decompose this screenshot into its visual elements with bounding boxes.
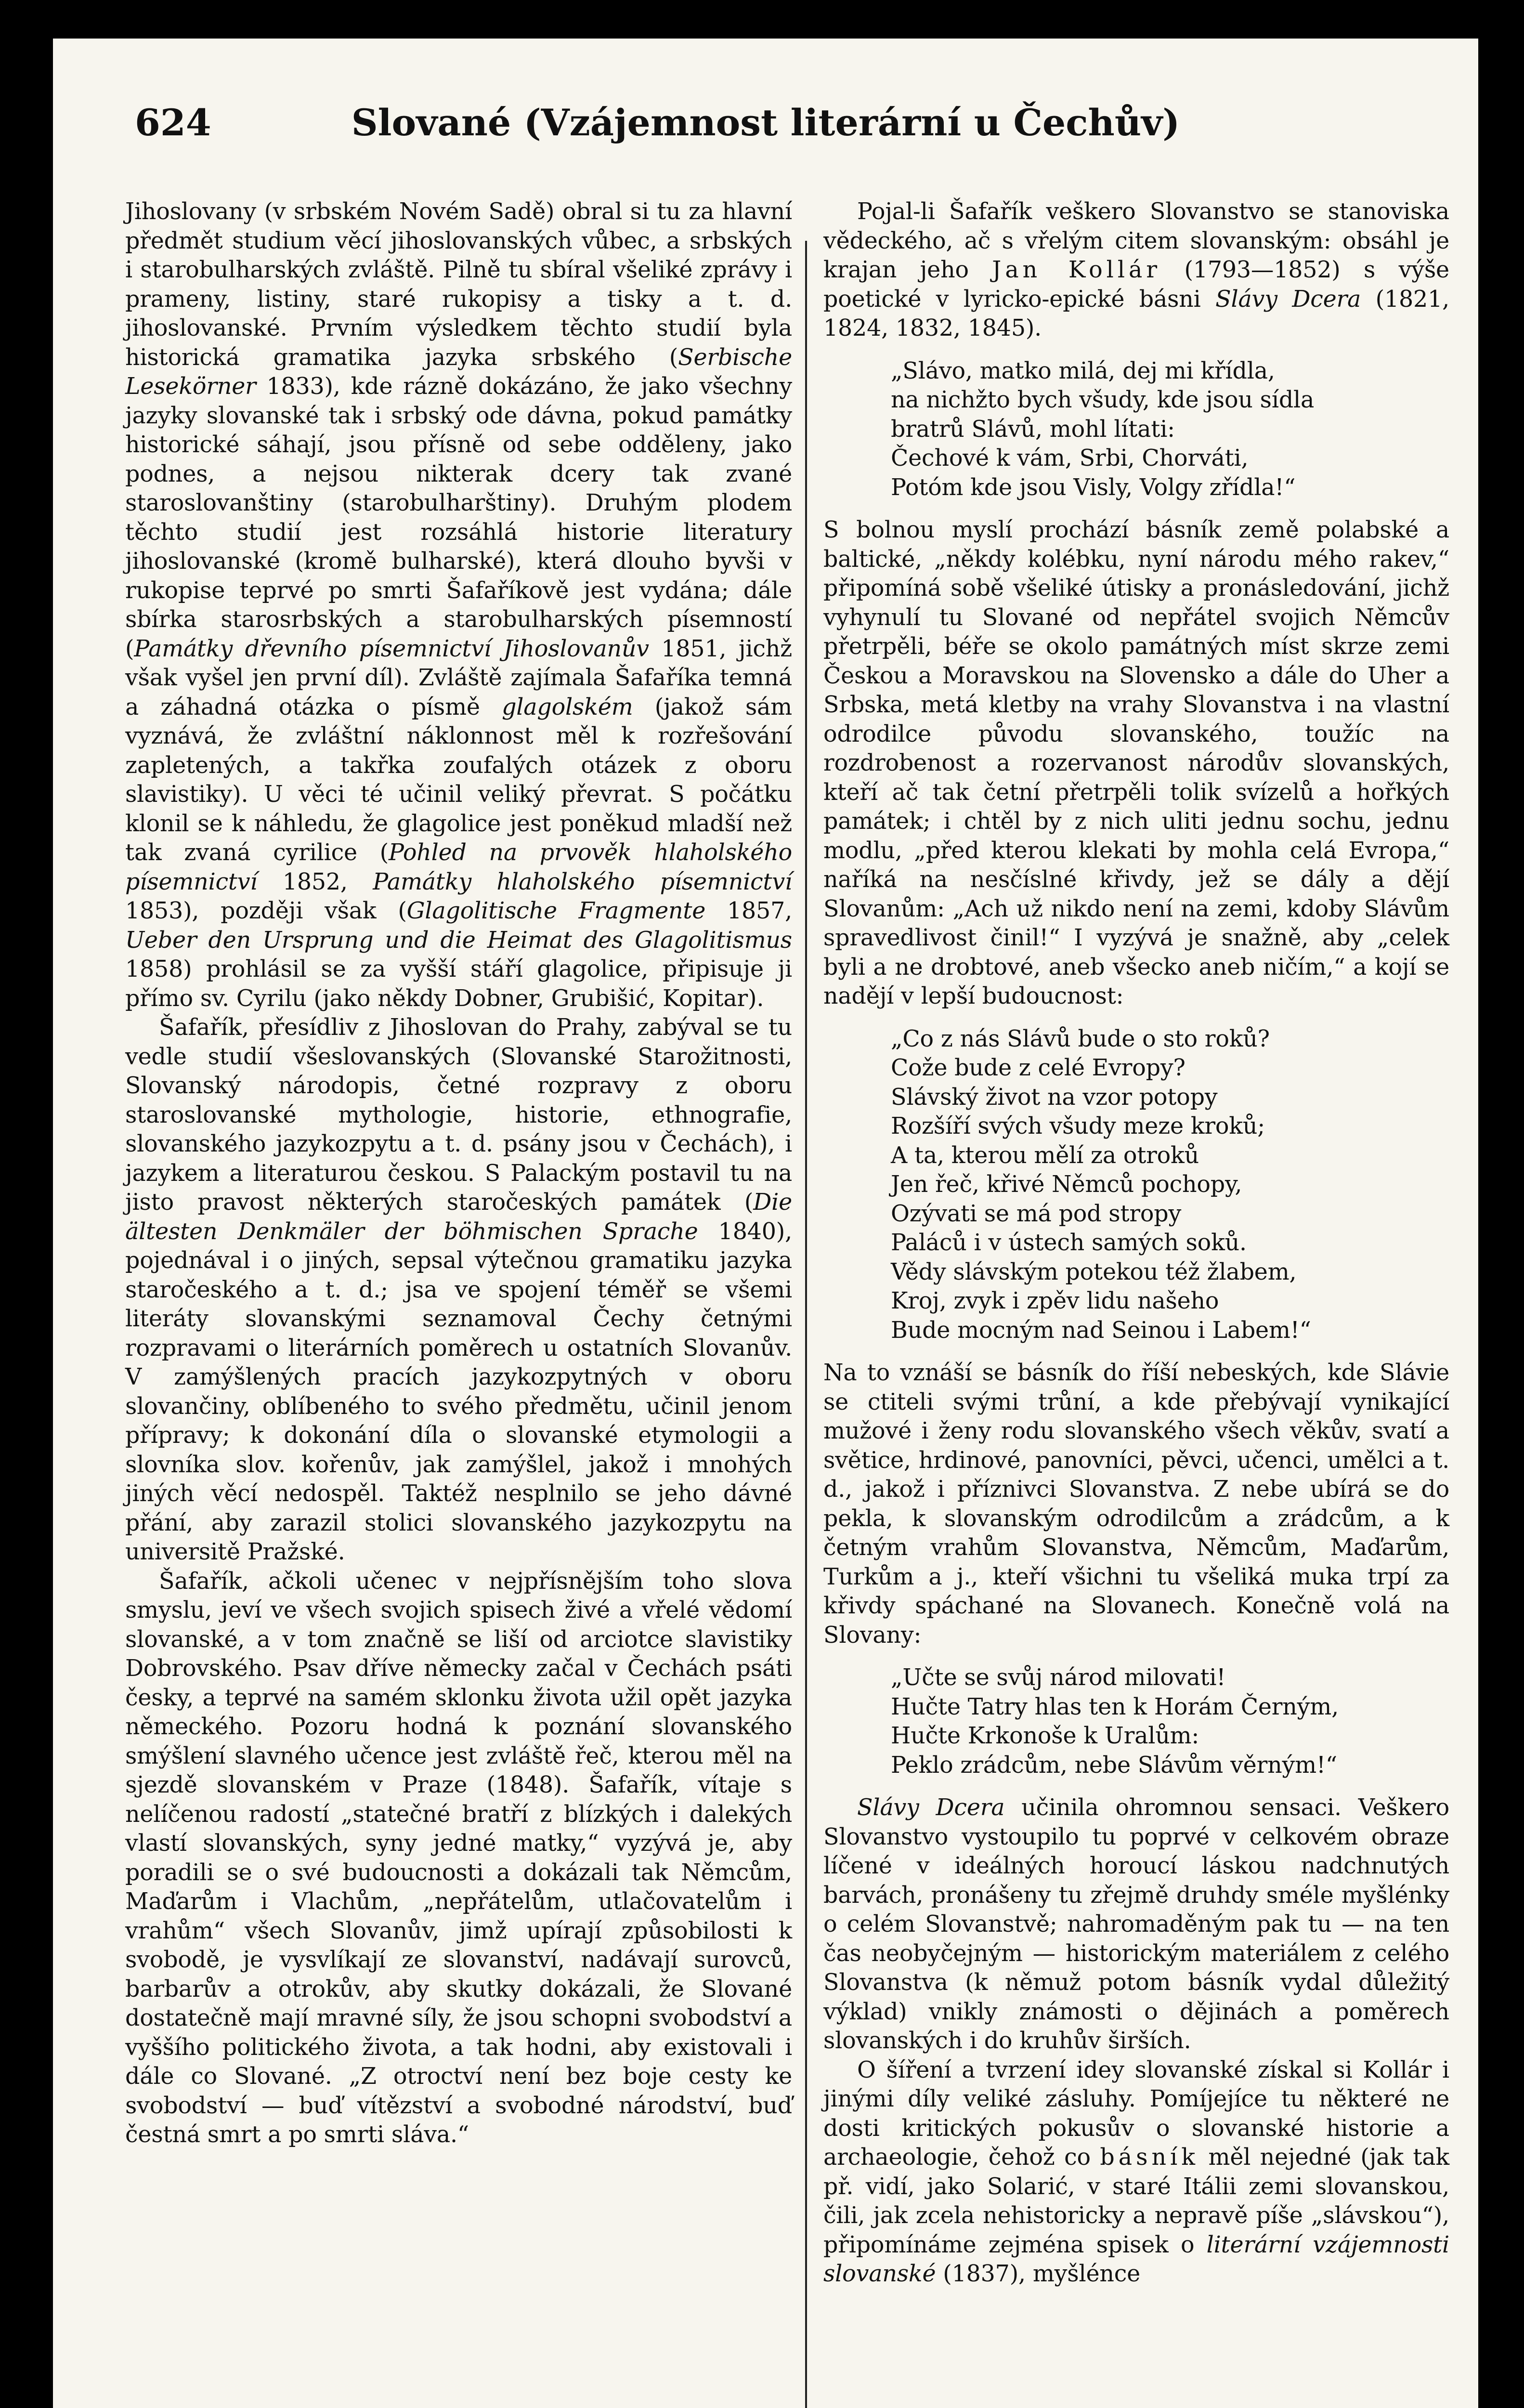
column-divider <box>805 241 807 2408</box>
book-title: Ueber den Ursprung und die Heimat des Glagolitismus <box>125 927 792 954</box>
poem-line: Vědy slávským potekou též žlabem, <box>891 1258 1297 1285</box>
poem-line: „Slávo, matko milá, dej mi křídla, <box>891 357 1275 384</box>
left-column <box>125 197 792 2150</box>
poem-line: na nichžto bych všudy, kde jsou sídla <box>891 387 1315 413</box>
paragraph: Pojal-li Šafařík veškero Slovanstvo se stanoviska vědeckého, ač s vřelým citem slovanským: obsáhl je krajan jeho Jan Kollár (1793—1852) s výše poetické v lyricko-epické básni Slávy Dcera (1821, 1824, 1832, 1845). <box>823 198 1449 341</box>
book-title: Pohled na prvověk hlaholského písemnictví <box>125 839 793 895</box>
book-title: literární vzájemnosti slovanské <box>823 2231 1449 2287</box>
paragraph: Šafařík, ačkoli učenec v nejpřísnějším toho slova smyslu, jeví ve všech svojich spisech živé a vřelé vědomí slovanské, a v tom značně se liší od arciotce slavistiky Dobrovského. Psav dříve německy začal v Čechách psáti česky, a teprvé na samém sklonku života užil opět jazyka německého. Pozoru hodná k poznání slovanského smýšlení slavného učence jest zvláště řeč, kterou měl na sjezdě slovanském v Praze (1848). Šafařík, vítaje s nelíčenou radostí „statečné bratří z blízkých i dalekých vlastí slovanských, syny jedné matky,“ vyzývá je, aby poradili se o své budoucnosti a dokázali tak Němcům, Maďarům i Vlachům, „nepřátelům, utlačovatelům i vrahům“ všech Slovanův, jimž upírají způsobilosti k svobodě, je vysvlíkají ze slovanství, nadávají surovců, barbarův a otrokův, aby skutky dokázali, že Slované dostatečně mají mravné síly, že jsou schopni svobodství a vyššího politického života, a tak hodni, aby existovali i dále co Slované. „Z otroctví není bez boje cesty ke svobodství — buď vítězství a svobodné národství, buď čestná smrt a po smrti sláva.“ <box>125 1568 792 2148</box>
author-name: Jan Kollár <box>992 257 1161 283</box>
poem-line: Bude mocným nad Seinou i Labem!“ <box>891 1317 1311 1344</box>
emphasis: glagolském <box>502 694 633 720</box>
poem-line: „Co z nás Slávů bude o sto roků? <box>891 1025 1270 1052</box>
book-title: Die ältesten Denkmäler der böhmischen Sprache <box>125 1189 792 1245</box>
poem-line: Slávský život na vzor potopy <box>891 1084 1218 1111</box>
book-title: Slávy Dcera <box>1215 286 1361 313</box>
paragraph: O šíření a tvrzení idey slovanské získal si Kollár i jinými díly veliké zásluhy. Pomíjejíce tu některé ne dosti kritických pokusův o slovanské historie a archaeologie, čehož co básník měl nejedné (jak tak př. vidí, jako Solarić, v staré Itálii zemi slovanskou, čili, jak zcela nehistoricky a nepravě píše „slávskou“), připomínáme zejména spisek o literární vzájemnosti slovanské (1837), myšlénce <box>823 2056 1449 2287</box>
page-number: 624 <box>135 101 211 144</box>
poem-quote <box>891 1663 1449 1780</box>
poem-line: Cože bude z celé Evropy? <box>891 1055 1185 1081</box>
poem-line: Paláců i v ústech samých soků. <box>891 1230 1247 1256</box>
paragraph: Slávy Dcera učinila ohromnou sensaci. Veškero Slovanstvo vystoupilo tu poprvé v celkovém obraze líčené v ideálných horoucí láskou nadchnutých barvách, pronášeny tu zřejmě druhdy sméle myšlénky o celém Slovanstvě; nahromaděným pak tu — na ten čas neobyčejným — historickým materiálem z celého Slovanstva (k němuž potom básník vydal důležitý výklad) vnikly známosti o dějinách a poměrech slovanských i do kruhův širších. <box>823 1794 1449 2054</box>
page-header <box>53 101 1478 169</box>
right-column <box>823 197 1449 2289</box>
book-page <box>53 39 1478 2408</box>
paragraph: Jihoslovany (v srbském Novém Sadě) obral si tu za hlavní předmět studium věcí jihoslovanských vůbec, a srbských i starobulharských zvláště. Pilně tu sbíral všeliké zprávy i prameny, listiny, staré rukopisy a tisky a t. d. jihoslovanské. Prvním výsledkem těchto studií byla historická gramatika jazyka srbského (Serbische Lesekörner 1833), kde rázně dokázáno, že jako všechny jazyky slovanské tak i srbský ode dávna, pokud památky historické sáhají, jsou přísně od sebe odděleny, jako podnes, a nejsou nikterak dcery tak zvané staroslovanštiny (starobulharštiny). Druhým plodem těchto studií jest rozsáhlá historie literatury jihoslovanské (kromě bulharské), která dlouho byvši v rukopise teprvé po smrti Šafaříkově jest vydána; dále sbírka starosrbských a starobulharských písemností (Památky dřevního písemnictví Jihoslovanův 1851, jichž však vyšel jen první díl). Zvláště zajímala Šafaříka temná a záhadná otázka o písmě glagolském (jakož sám vyznává, že zvláštní náklonnost měl k rozřešování zapletených, a takřka zoufalých otázek z oboru slavistiky). U věci té učinil veliký převrat. S počátku klonil se k náhledu, že glagolice jest poněkud mladší než tak zvaná cyrilice (Pohled na prvověk hlaholského písemnictví 1852, Památky hlaholského písemnictví 1853), později však (Glagolitische Fragmente 1857, Ueber den Ursprung und die Heimat des Glagolitismus 1858) prohlásil se za vyšší stáří glagolice, připisuje ji přímo sv. Cyrilu (jako někdy Dobner, Grubišić, Kopitar). <box>125 198 793 1012</box>
poem-line: „Učte se svůj národ milovati! <box>891 1664 1226 1691</box>
book-title: Památky dřevního písemnictví Jihoslovanův <box>134 635 649 662</box>
book-title: Slávy Dcera <box>857 1794 1005 1821</box>
paragraph: S bolnou myslí prochází básník země polabské a baltické, „někdy kolébku, nyní národu mého rakev,“ připomíná sobě všeliké útisky a pronásledování, jichž vyhynulí tu Slované od nepřátel svojich Němcův přetrpěli, béře se okolo památných míst skrze zemi Českou a Moravskou na Slovensko a dále do Uher a Srbska, metá kletby na vrahy Slovanstva i na vlastní odrodilce původu slovanského, toužíc na rozdrobenost a rozervanost národův slovanských, kteří ač tak četní přetrpěli tolik svízelů a hořkých památek; i chtěl by z nich uliti jednu sochu, jednu modlu, „před kterou klekati by mohla celá Evropa,“ naříká na nesčíslné křivdy, jež se dály a dějí Slovanům: „Ach už nikdo není na zemi, kdoby Slávům spravedlivost činil!“ I vyzývá je snažně, aby „celek byli a ne drobtové, aneb všecko aneb ničím,“ a kojí se nadějí v lepší budoucnost: <box>823 517 1449 1009</box>
poem-line: Ozývati se má pod stropy <box>891 1200 1182 1227</box>
poem-line: Čechové k vám, Srbi, Chorváti, <box>891 445 1249 471</box>
poem-line: bratrů Slávů, mohl lítati: <box>891 416 1175 443</box>
poem-line: Peklo zrádcům, nebe Slávům věrným!“ <box>891 1752 1337 1779</box>
poem-line: Rozšíří svých všudy meze kroků; <box>891 1113 1265 1139</box>
book-title: Serbische Lesekörner <box>125 344 792 400</box>
poem-line: Hučte Tatry hlas ten k Horám Černým, <box>891 1693 1339 1720</box>
poem-line: Potóm kde jsou Visly, Volgy zřídla!“ <box>891 474 1296 501</box>
emphasis: básník <box>1100 2144 1199 2171</box>
poem-line: A ta, kterou mělí za otroků <box>891 1142 1199 1169</box>
book-title: Glagolitische Fragmente <box>406 898 706 924</box>
poem-line: Jen řeč, křivé Němců pochopy, <box>891 1171 1242 1198</box>
paragraph: Na to vznáší se básník do říší nebeských, kde Slávie se ctiteli svými trůní, a kde přebývají vynikající mužové i ženy rodu slovanského všech věkův, svatí a světice, hrdinové, panovníci, pěvci, učenci, umělci a t. d., jakož i příznivci Slovanstva. Z nebe ubírá se do pekla, k slovanským odrodilcům a zrádcům, a k četným vrahům Slovanstva, Němcům, Maďarům, Turkům a j., kteří všichni tu všeliká muka trpí za křivdy spáchané na Slovanech. Konečně volá na Slovany: <box>823 1360 1449 1649</box>
paragraph: Šafařík, přesídliv z Jihoslovan do Prahy, zabýval se tu vedle studií všeslovanských (Slovanské Starožitnosti, Slovanský národopis, četné rozpravy z oboru staroslovanské mythologie, historie, ethnografie, slovanského jazykozpytu a t. d. psány jsou v Čechách), i jazykem a literaturou českou. S Palackým postavil tu na jisto pravost některých staročeských památek (Die ältesten Denkmäler der böhmischen Sprache 1840), pojednával i o jiných, sepsal výtečnou gramatiku jazyka staročeského a t. d.; jsa ve spojení téměř se všemi literáty slovanskými seznamoval Čechy četnými rozpravami o literárních poměrech u ostatních Slovanův. V zamýšlených pracích jazykozpytných v oboru slovančiny, oblíbeného to svého předmětu, učinil jenom přípravy; k dokonání díla o slovanské etymologii a slovníka slov. kořenův, jak zamýšlel, jakož i mnohých jiných věcí nedospěl. Taktéž nesplnilo se jeho dávné přání, aby zarazil stolici slovanského jazykozpytu na universitě Pražské. <box>125 1014 792 1565</box>
poem-line: Kroj, zvyk i zpěv lidu našeho <box>891 1288 1219 1314</box>
running-title: Slované (Vzájemnost literární u Čechův) <box>351 101 1180 144</box>
book-title: Památky hlaholského písemnictví <box>373 868 792 895</box>
poem-quote <box>891 1025 1449 1346</box>
poem-quote <box>891 357 1449 503</box>
poem-line: Hučte Krkonoše k Uralům: <box>891 1723 1199 1749</box>
